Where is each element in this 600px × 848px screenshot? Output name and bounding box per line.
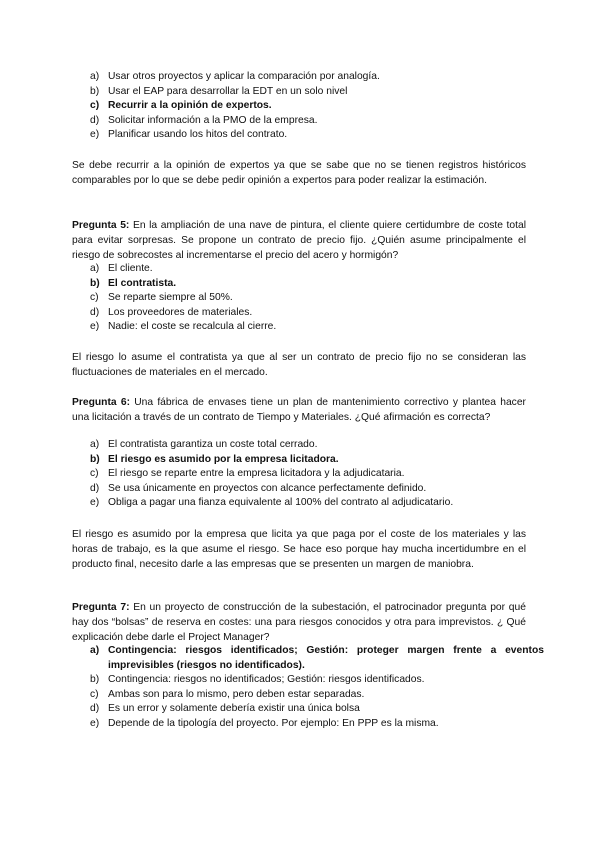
option-c: c) Ambas son para lo mismo, pero deben estar separadas.: [90, 688, 365, 700]
option-e: e) Obliga a pagar una fianza equivalente al 100% del contrato al adjudicatario.: [90, 497, 454, 509]
option-a: a) El contratista garantiza un coste total cerrado.: [90, 439, 318, 450]
option-c: c) Se reparte siempre al 50%.: [90, 292, 233, 304]
question-4-options: [90, 70, 380, 143]
option-b-correct: b) El contratista.: [90, 277, 177, 289]
option-d: d) Solicitar información a la PMO de la empresa.: [90, 114, 318, 126]
question-6: Pregunta 6: Una fábrica de envases tiene un plan de mantenimiento correctivo y plantea hacer una licitación a través de un contrato de Tiempo y Materiales. ¿Qué afirmación es correcta?: [72, 397, 526, 423]
question-7-options: [90, 644, 544, 732]
option-b: b) Contingencia: riesgos no identificados; Gestión: riesgos identificados.: [90, 674, 425, 686]
option-a: a) El cliente.: [90, 263, 153, 274]
explanation-4: Se debe recurrir a la opinión de expertos ya que se sabe que no se tienen registros históricos comparables por lo que se debe pedir opinión a expertos para poder realizar la estimación.: [72, 160, 526, 186]
option-c: c) El riesgo se reparte entre la empresa licitadora y la adjudicataria.: [90, 468, 405, 480]
explanation-5: El riesgo lo asume el contratista ya que al ser un contrato de precio fijo no se consideran las fluctuaciones de materiales en el mercado.: [72, 352, 526, 378]
option-e: e) Depende de la tipología del proyecto. Por ejemplo: En PPP es la misma.: [90, 717, 439, 729]
question-6-options: [90, 438, 453, 511]
option-c-correct: c) Recurrir a la opinión de expertos.: [90, 100, 272, 112]
question-7: Pregunta 7: En un proyecto de construcción de la subestación, el patrocinador pregunta por qué hay dos “bolsas” de reserva en costes: una para riesgos conocidos y otra para imprevistos. ¿ Qué explicación debe darle el Project Manager?: [72, 602, 526, 643]
option-d: d) Los proveedores de materiales.: [90, 306, 253, 318]
option-e: e) Planificar usando los hitos del contrato.: [90, 129, 288, 141]
option-b: b) Usar el EAP para desarrollar la EDT en un solo nivel: [90, 85, 348, 97]
question-5: Pregunta 5: En la ampliación de una nave de pintura, el cliente quiere certidumbre de coste total para evitar sorpresas. Se propone un contrato de precio fijo. ¿Quién asume principalmente el riesgo de sobrecostes al incrementarse el precio del acero y hormigón?: [72, 220, 526, 261]
option-b-correct: b) El riesgo es asumido por la empresa licitadora.: [90, 453, 339, 465]
option-d: d) Es un error y solamente debería existir una única bolsa: [90, 703, 360, 715]
option-d: d) Se usa únicamente en proyectos con alcance perfectamente definido.: [90, 482, 427, 494]
explanation-6: El riesgo es asumido por la empresa que licita ya que paga por el coste de los materiales y las horas de trabajo, es la que asume el riesgo. Se hace eso porque hay mucha incertidumbre en el producto final, necesito darle a las empresas que se presenten un margen de maniobra.: [72, 529, 526, 570]
option-a-correct: a) Contingencia: riesgos identificados; Gestión: proteger margen frente a eventos imprevisibles (riesgos no identificados).: [90, 645, 544, 671]
question-5-options: [90, 262, 276, 335]
option-a: a) Usar otros proyectos y aplicar la comparación por analogía.: [90, 71, 380, 82]
option-e: e) Nadie: el coste se recalcula al cierre.: [90, 321, 277, 333]
